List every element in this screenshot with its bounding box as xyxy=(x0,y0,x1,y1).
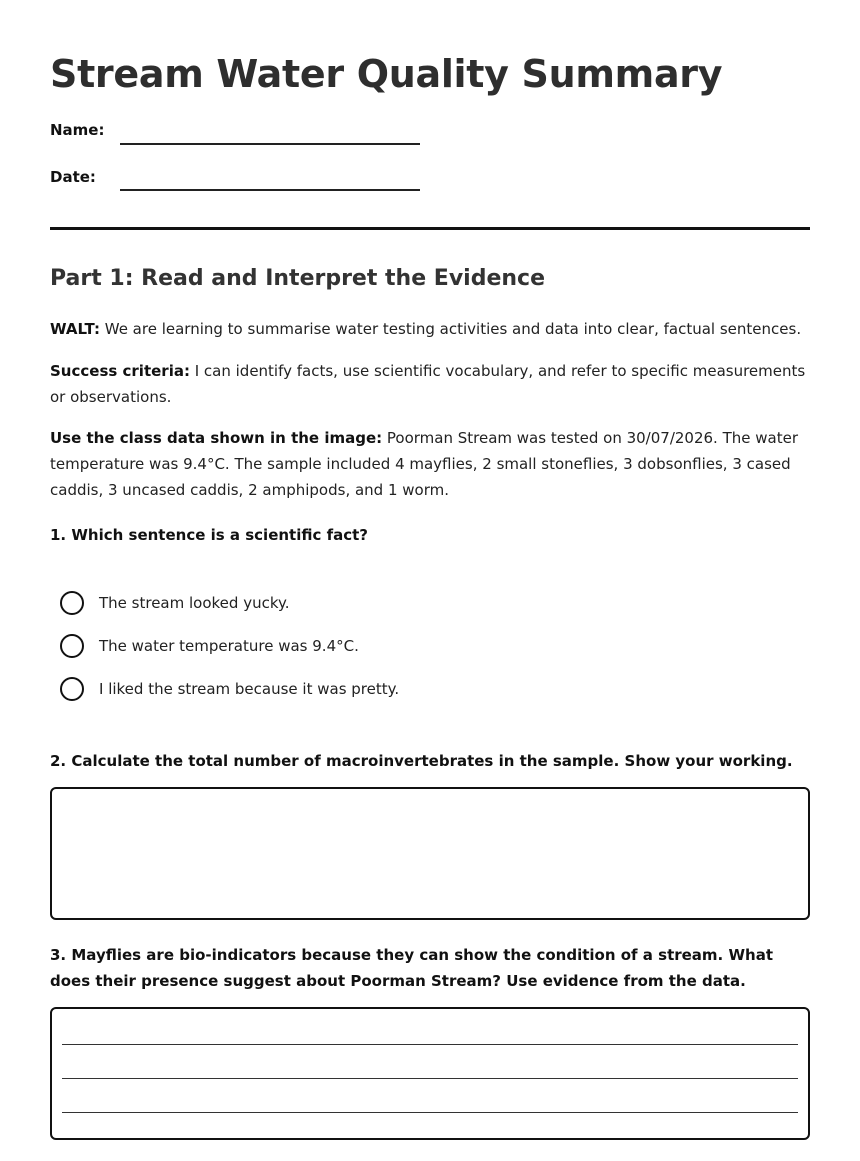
walt-label: WALT: xyxy=(50,320,100,338)
question-3-prompt: 3. Mayflies are bio-indicators because they can show the condition of a stream. What does their presence suggest about Poorman Stream? Use evidence from the data. xyxy=(50,946,773,990)
class-data-label: Use the class data shown in the image: xyxy=(50,429,383,447)
answer-line xyxy=(62,1112,798,1113)
question-2-prompt: 2. Calculate the total number of macroinvertebrates in the sample. Show your working. xyxy=(50,752,793,770)
date-field[interactable] xyxy=(120,189,420,191)
question-2-answer-box[interactable] xyxy=(50,787,810,920)
q1-option-1[interactable] xyxy=(60,590,289,616)
class-data-text: Poorman Stream was tested on 30/07/2026. The water temperature was 9.4°C. The sample included 4 mayflies, 2 small stoneflies, 3 dobsonflies, 3 cased caddis, 3 uncased caddis, 2 amphipods, and 1 worm. xyxy=(50,429,798,499)
radio-button[interactable] xyxy=(60,677,84,701)
section-divider xyxy=(50,227,810,230)
q1-option-1-label: The stream looked yucky. xyxy=(99,594,290,612)
answer-line xyxy=(62,1078,798,1079)
class-data-paragraph xyxy=(50,425,810,503)
name-label: Name: xyxy=(50,121,105,139)
q1-option-2-label: The water temperature was 9.4°C. xyxy=(99,637,359,655)
question-3-answer-box[interactable] xyxy=(50,1007,810,1140)
success-criteria-paragraph xyxy=(50,358,810,410)
walt-text: We are learning to summarise water testing activities and data into clear, factual sentences. xyxy=(99,320,802,338)
date-label: Date: xyxy=(50,168,96,186)
success-criteria-text: I can identify facts, use scientific vocabulary, and refer to specific measurements or observations. xyxy=(50,362,806,406)
q1-option-3-label: I liked the stream because it was pretty. xyxy=(99,680,400,698)
name-field[interactable] xyxy=(120,143,420,145)
success-criteria-label: Success criteria: xyxy=(50,362,190,380)
radio-button[interactable] xyxy=(60,634,84,658)
walt-paragraph xyxy=(50,316,810,342)
radio-button[interactable] xyxy=(60,591,84,615)
question-1-prompt: 1. Which sentence is a scientific fact? xyxy=(50,526,369,544)
part-1-heading: Part 1: Read and Interpret the Evidence xyxy=(50,266,545,291)
q1-option-3[interactable] xyxy=(60,676,399,702)
q1-option-2[interactable] xyxy=(60,633,359,659)
page-title: Stream Water Quality Summary xyxy=(50,52,723,96)
answer-line xyxy=(62,1044,798,1045)
